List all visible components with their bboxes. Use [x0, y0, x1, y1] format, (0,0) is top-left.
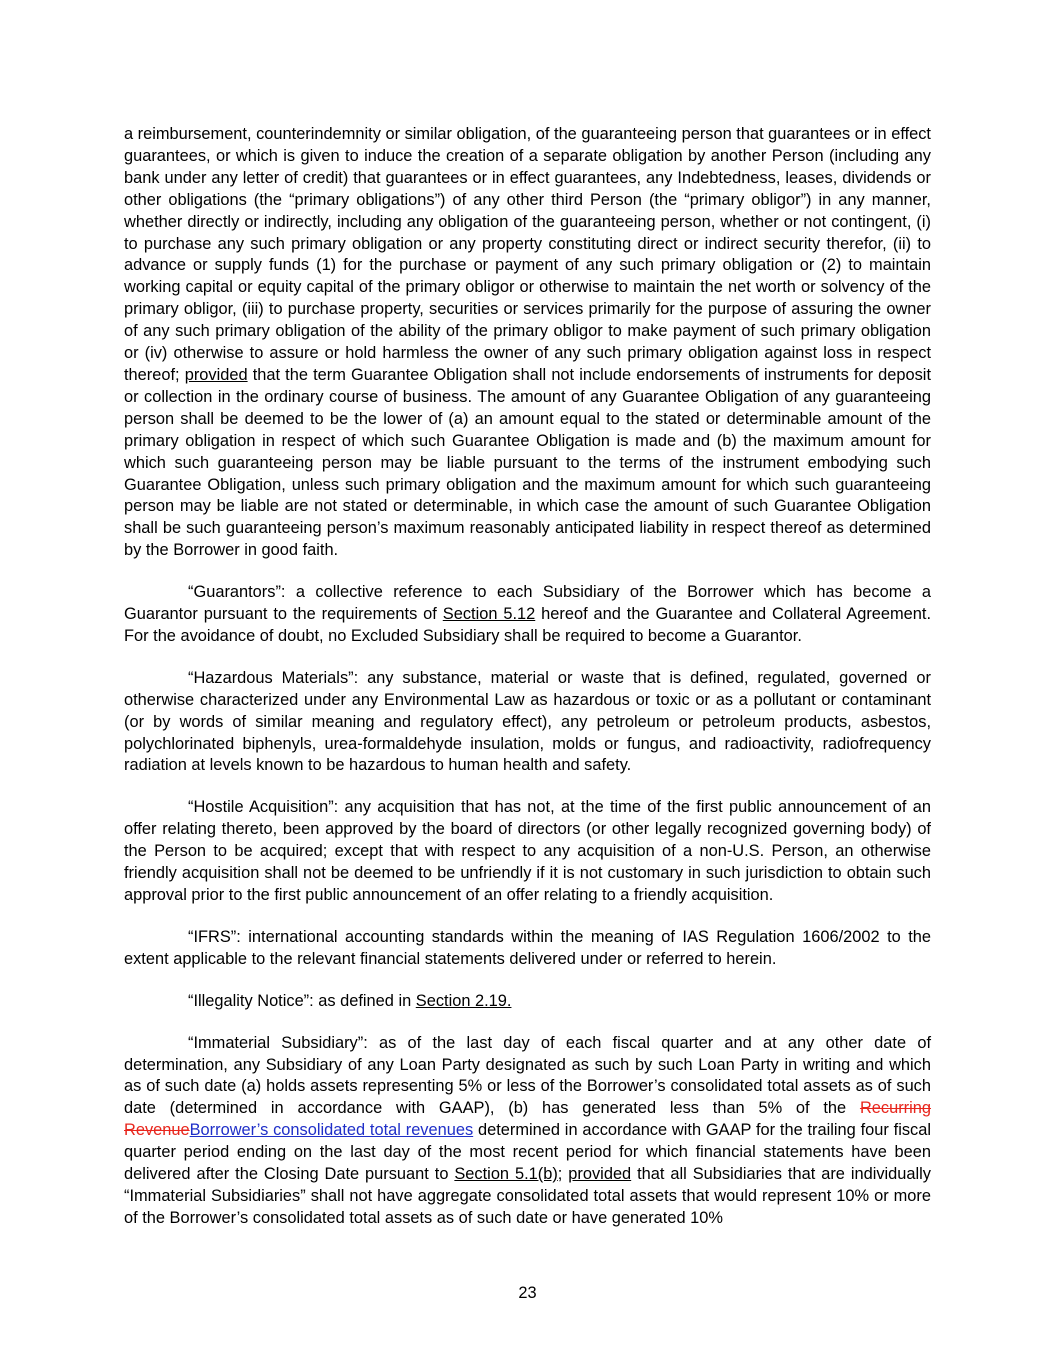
paragraph-text: “Illegality Notice”: as defined in — [188, 991, 416, 1010]
guarantee-obligation-continuation — [124, 124, 931, 562]
paragraph-text: hereof and the Guarantee and Collateral Agreement. For the avoidance of doubt, no Excluded Subsidiary shall be required to become a Guarantor. — [124, 605, 932, 645]
section-reference: Section 2.19. — [415, 991, 512, 1010]
provided-term: provided — [568, 1165, 632, 1184]
definition-immaterial-subsidiary — [124, 1033, 931, 1230]
paragraph-text: that the term Guarantee Obligation shall not include endorsements of instruments for deposit or collection in the ordinary course of business. The amount of any Guarantee Obligation of any guaranteeing person shall be deemed to be the lower of (a) an amount equal to the stated or determinable amount of the primary obligation in respect of which such Guarantee Obligation is made and (b) the maximum amount for which such guaranteeing person may be liable pursuant to the terms of the instrument embodying such Guarantee Obligation, unless such primary obligation and the maximum amount for which such guaranteeing person may be liable are not stated or determinable, in which case the amount of such Guarantee Obligation shall be such guaranteeing person’s maximum reasonably anticipated liability in respect thereof as determined by the Borrower in good faith. — [124, 365, 931, 560]
deleted-text: Recurring Revenue — [124, 1099, 931, 1140]
provided-term: provided — [184, 365, 248, 384]
paragraph-text: a reimbursement, counterindemnity or similar obligation, of the guaranteeing person that guarantees or in effect guarantees, or which is given to induce the creation of a separate obligation by another Person (including any bank under any letter of credit) that guarantees or in effect guarantees, any Indebtedness, leases, dividends or other obligations (the “primary obligations”) of any other third Person (the “primary obligor”) in any manner, whether directly or indirectly, including any obligation of the guaranteeing person, whether or not contingent, (i) to purchase any such primary obligation or any property constituting direct or indirect security therefor, (ii) to advance or supply funds (1) for the purchase or payment of any such primary obligation or (2) to maintain working capital or equity capital of the primary obligor or otherwise to maintain the net worth or solvency of the primary obligor, (iii) to purchase property, securities or services primarily for the purpose of assuring the owner of any such primary obligation of the ability of the primary obligor to make payment of such primary obligation or (iv) otherwise to assure or hold harmless the owner of any such primary obligation against loss in respect thereof; — [124, 125, 931, 384]
definition-hazardous-materials: “Hazardous Materials”: any substance, material or waste that is defined, regulated, governed or otherwise characterized under any Environmental Law as hazardous or toxic or as a pollutant or contaminant (or by words of similar meaning and regulatory effect), any petroleum or petroleum products, asbestos, polychlorinated biphenyls, urea-formaldehyde insulation, molds or fungus, and radioactivity, radiofrequency radiation at levels known to be hazardous to human health and safety. — [124, 668, 931, 775]
document-body — [124, 124, 931, 1250]
paragraph-text: that all Subsidiaries that are individually “Immaterial Subsidiaries” shall not have aggregate consolidated total assets that would represent 10% or more of the Borrower’s consolidated total assets as of such date or have generated 10% — [124, 1165, 931, 1227]
definition-guarantors — [124, 582, 931, 648]
section-reference: Section 5.1(b) — [454, 1165, 558, 1184]
paragraph-text: “Guarantors”: a collective reference to each Subsidiary of the Borrower which has become a Guarantor pursuant to the requirements of — [124, 583, 931, 624]
paragraph-text: ; — [557, 1165, 569, 1184]
paragraph-text: “Immaterial Subsidiary”: as of the last day of each fiscal quarter and at any other date of determination, any Subsidiary of any Loan Party designated as such by such Loan Party in writing and which as of such date (a) holds assets representing 5% or less of the Borrower’s consolidated total assets as of such date (determined in accordance with GAAP), (b) has generated less than 5% of the — [124, 1033, 931, 1118]
section-reference: Section 5.12 — [442, 605, 536, 624]
definition-illegality-notice — [124, 991, 931, 1013]
inserted-text: Borrower’s consolidated total revenues — [189, 1121, 474, 1140]
page-number: 23 — [518, 1284, 537, 1302]
paragraph-text: determined in accordance with GAAP for the trailing four fiscal quarter period ending on the last day of the most recent period for which financial statements have been delivered after the Closing Date pursuant to — [124, 1121, 932, 1184]
definition-ifrs: “IFRS”: international accounting standards within the meaning of IAS Regulation 1606/2002 to the extent applicable to the relevant financial statements delivered under or referred to herein. — [124, 927, 931, 968]
definition-hostile-acquisition: “Hostile Acquisition”: any acquisition that has not, at the time of the first public announcement of an offer relating thereto, been approved by the board of directors (or other legally recognized governing body) of the Person to be acquired; except that with respect to any acquisition of a non-U.S. Person, an otherwise friendly acquisition shall not be deemed to be unfriendly if it is not customary in such jurisdiction to obtain such approval prior to the first public announcement of an offer relating to a friendly acquisition. — [124, 798, 931, 904]
